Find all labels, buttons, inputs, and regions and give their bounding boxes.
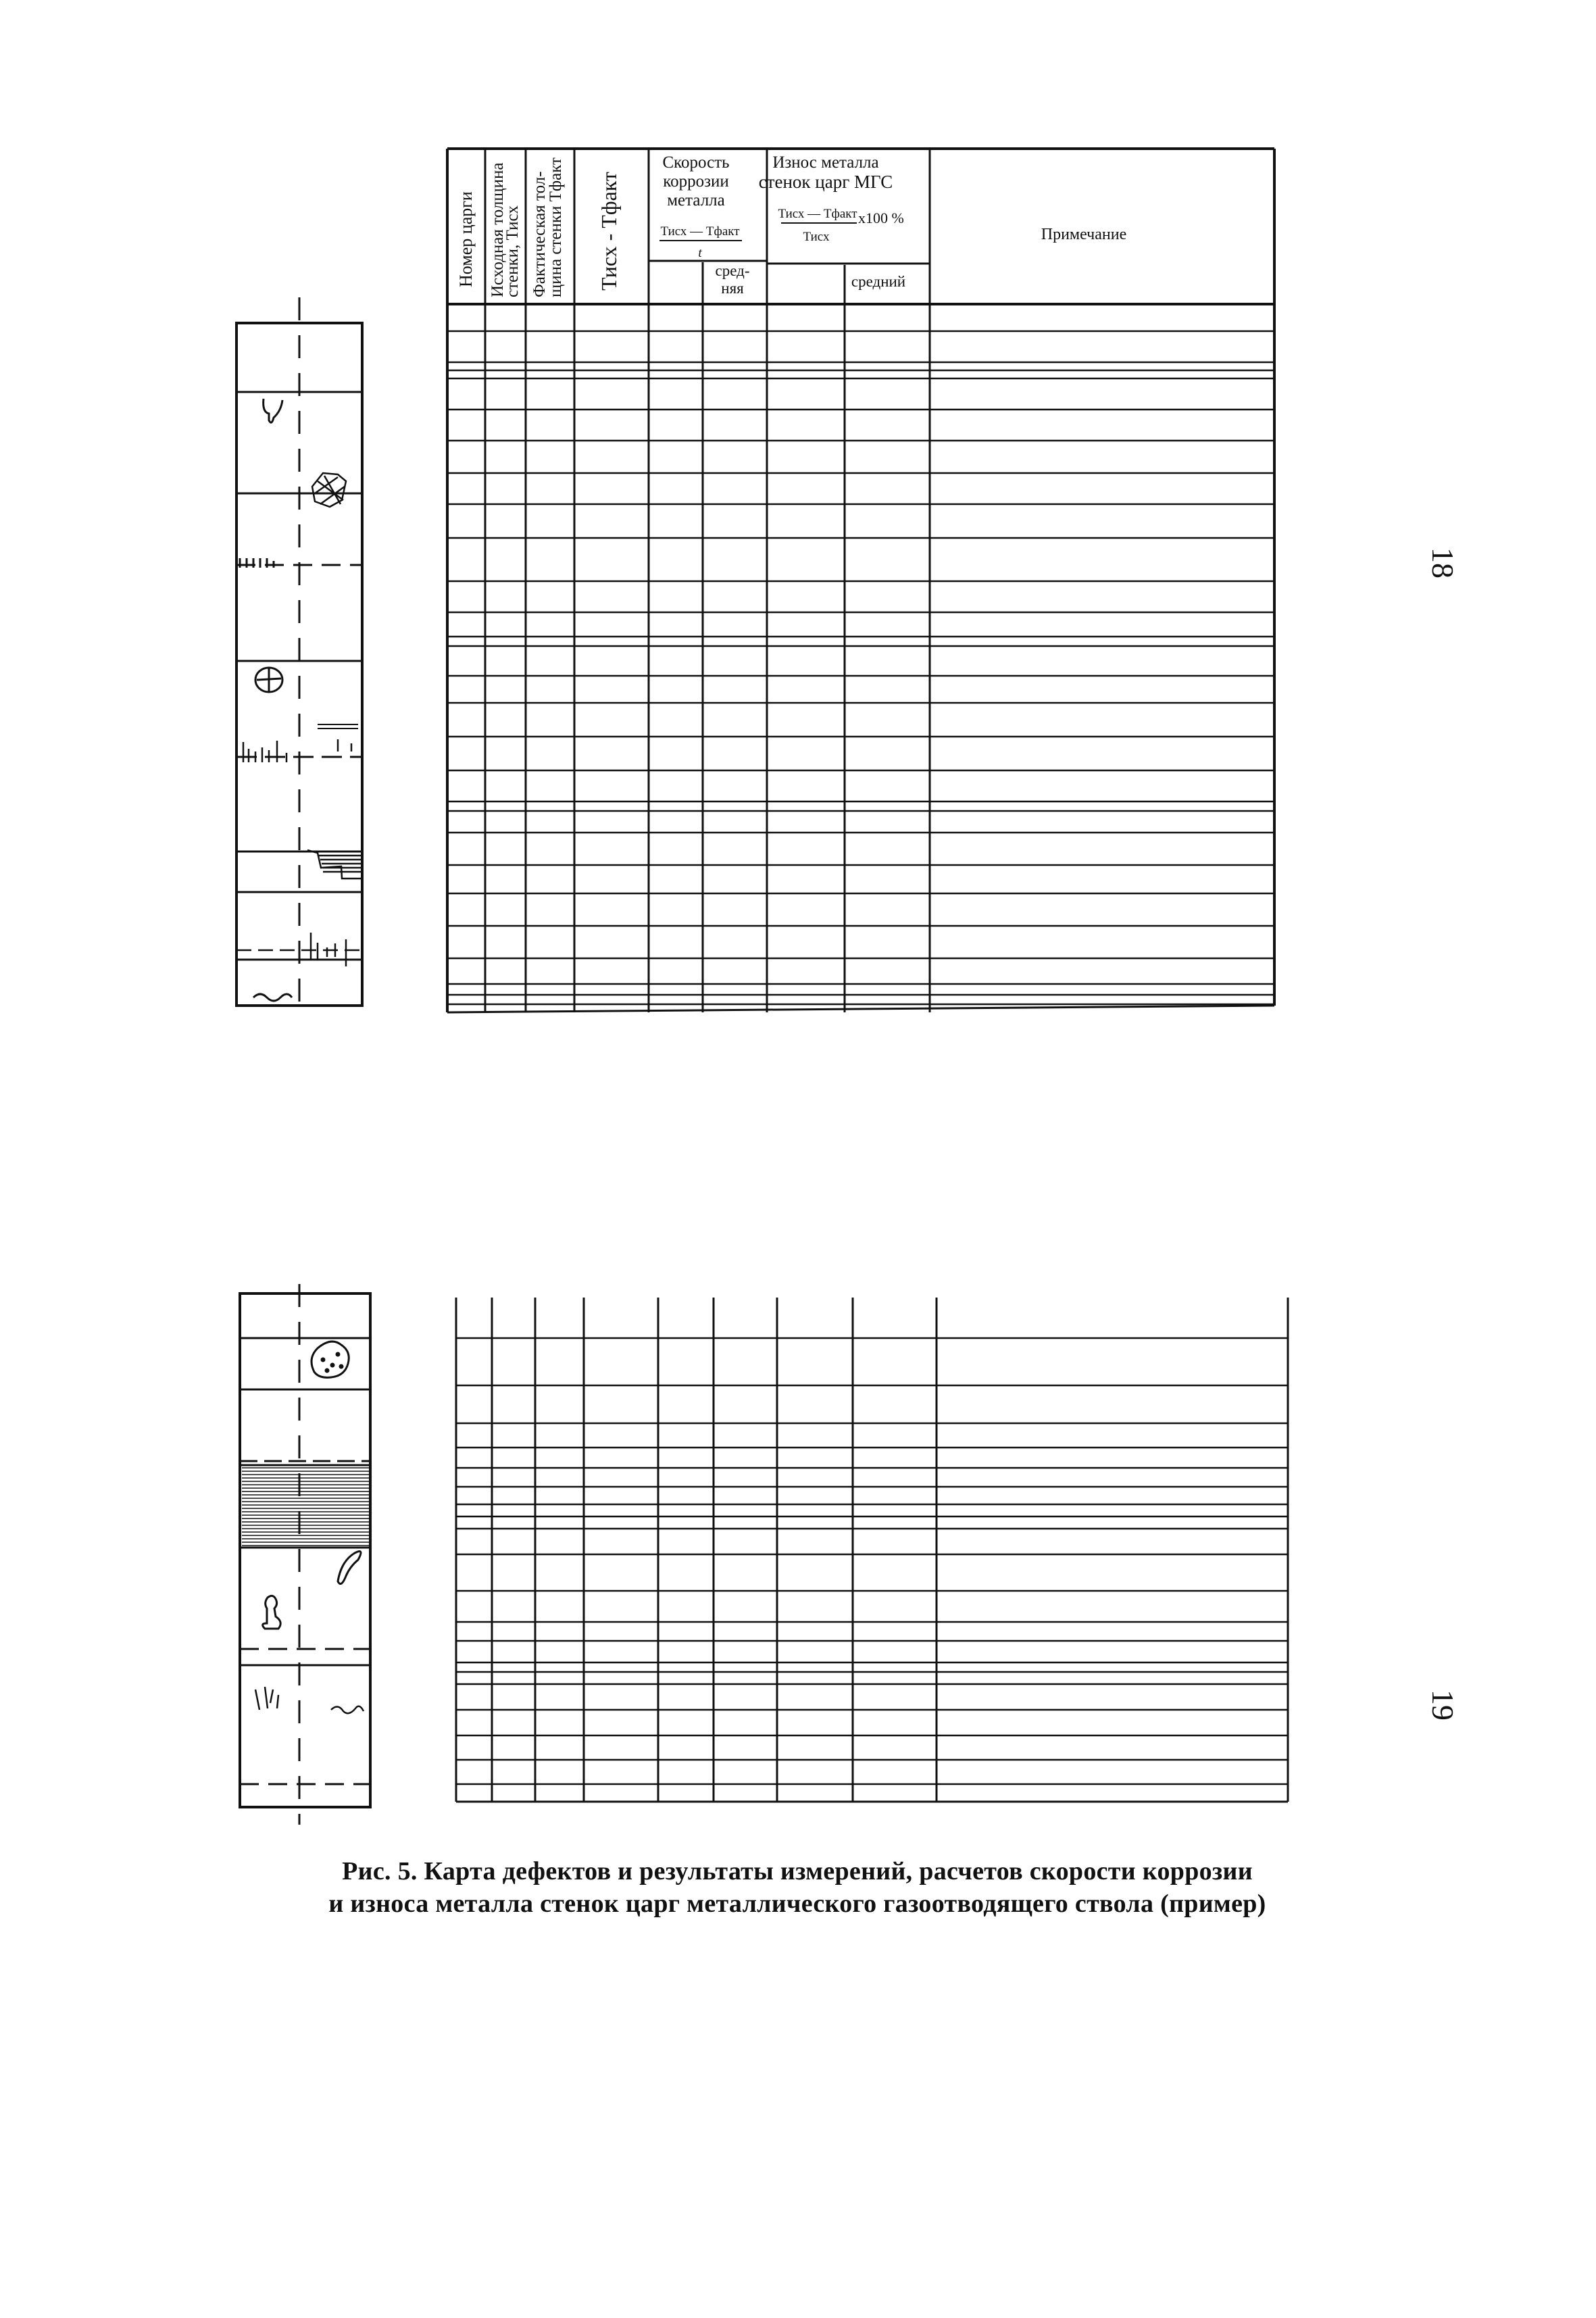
formula-wear-denominator: Тисх — [803, 230, 830, 244]
header-corrosion-rate-3: металла — [667, 191, 725, 209]
cavity-icon — [264, 399, 282, 422]
measurement-table-lower — [456, 1298, 1288, 1802]
header-segment-number: Номер царги — [456, 191, 476, 287]
hatch-marks-icon — [240, 558, 274, 568]
header-initial-thickness-2: стенки, Тисх — [503, 205, 522, 297]
formula-rate-denominator: t — [698, 246, 702, 260]
header-wear-2: стенок царг МГС — [758, 172, 893, 192]
defect-map-upper — [236, 297, 362, 1014]
blob-icon — [311, 1341, 349, 1377]
page-number-upper: 18 — [1426, 547, 1460, 578]
measurement-table-upper — [447, 149, 1274, 1012]
header-actual-thickness-1: Фактическая тол- — [530, 171, 549, 297]
spike-marks-icon — [243, 739, 351, 762]
table-border — [447, 1006, 1274, 1012]
header-initial-thickness-1: Исходная толщина — [489, 162, 507, 297]
page-number-lower: 19 — [1426, 1690, 1460, 1721]
header-rate-avg-2: няя — [721, 280, 744, 297]
header-actual-thickness-2: щина стенки Тфакт — [547, 157, 565, 297]
caption-line-1: Рис. 5. Карта дефектов и результаты измерений, расчетов скорости коррозии — [342, 1857, 1253, 1885]
figure-caption — [203, 1855, 1392, 1920]
header-difference: Тисх - Тфакт — [597, 172, 621, 291]
crack-group-icon — [255, 1687, 364, 1713]
formula-rate-numerator: Тисх — Тфакт — [660, 224, 740, 239]
defect-map-lower — [240, 1284, 370, 1825]
corrosion-band-icon — [242, 1468, 369, 1546]
layered-defect-icon — [307, 850, 362, 879]
pitting-circle-icon — [255, 668, 282, 692]
header-wear-1: Износ металла — [772, 153, 879, 172]
header-corrosion-rate-2: коррозии — [663, 172, 729, 191]
formula-wear-numerator: Тисх — Тфакт — [778, 207, 857, 221]
caption-line-2: и износа металла стенок царг металлического газоотводящего ствола (пример) — [328, 1890, 1266, 1918]
header-corrosion-rate-1: Скорость — [662, 153, 730, 172]
worm-defect-icon — [338, 1552, 361, 1584]
mesh-crack-icon — [312, 473, 346, 507]
header-remarks: Примечание — [1041, 226, 1127, 243]
header-wear-avg: средний — [851, 273, 906, 290]
formula-wear-multiplier: х100 % — [858, 209, 904, 226]
header-rate-avg-1: сред- — [715, 262, 750, 279]
bottle-defect-icon — [263, 1596, 281, 1629]
wave-icon — [253, 994, 292, 1001]
